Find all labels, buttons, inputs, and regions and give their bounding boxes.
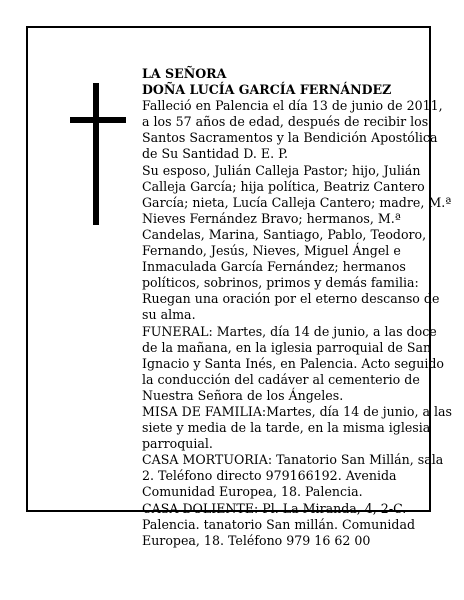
obituary-text (142, 66, 454, 549)
mourning-house: CASA DOLIENTE: Pl. La Miranda, 4, 2-C. Palencia. tanatorio San millán. Comunidad Europea, 18. Teléfono 979 16 62 00 (142, 500, 416, 548)
funeral-home: CASA MORTUORIA: Tanatorio San Millán, sala 2. Teléfono directo 979166192. Avenida Comunidad Europea, 18. Palencia. (142, 452, 444, 500)
family-mass: MISA DE FAMILIA:Martes, día 14 de junio, a las siete y media de la tarde, en la misma iglesia parroquial. (142, 403, 452, 452)
deceased-name: DOÑA LUCÍA GARCÍA FERNÁNDEZ (142, 82, 392, 98)
family-list: Su esposo, Julián Calleja Pastor; hijo, Julián Calleja García; hija política, Beatriz Cantero García; nieta, Lucía Calleja Cantero; madre, M.ª Nieves Fernández Bravo; hermanos, M.ª Candelas, Marina, Santiago, Pablo, Teodoro, Fernando, Jesús, Nieves, Miguel Ángel e Inmaculada García Fernández; hermanos políticos, sobrinos, primos y demás familia: (142, 162, 452, 291)
funeral-details: FUNERAL: Martes, día 14 de junio, a las doce de la mañana, en la iglesia parroquial de San Ignacio y Santa Inés, en Palencia. Acto seguido la conducción del cadáver al cementerio de Nuestra Señora de los Ángeles. (142, 323, 444, 403)
obituary-frame (26, 26, 452, 548)
prayer-request: Ruegan una oración por el eterno descanso de su alma. (142, 291, 440, 323)
death-notice: Falleció en Palencia el día 13 de junio de 2011, a los 57 años de edad, después de recibir los Santos Sacramentos y la Bendición Apostólica de Su Santidad D. E. P. (142, 98, 443, 162)
cross-icon (70, 83, 126, 225)
honorific: LA SEÑORA (142, 66, 227, 81)
